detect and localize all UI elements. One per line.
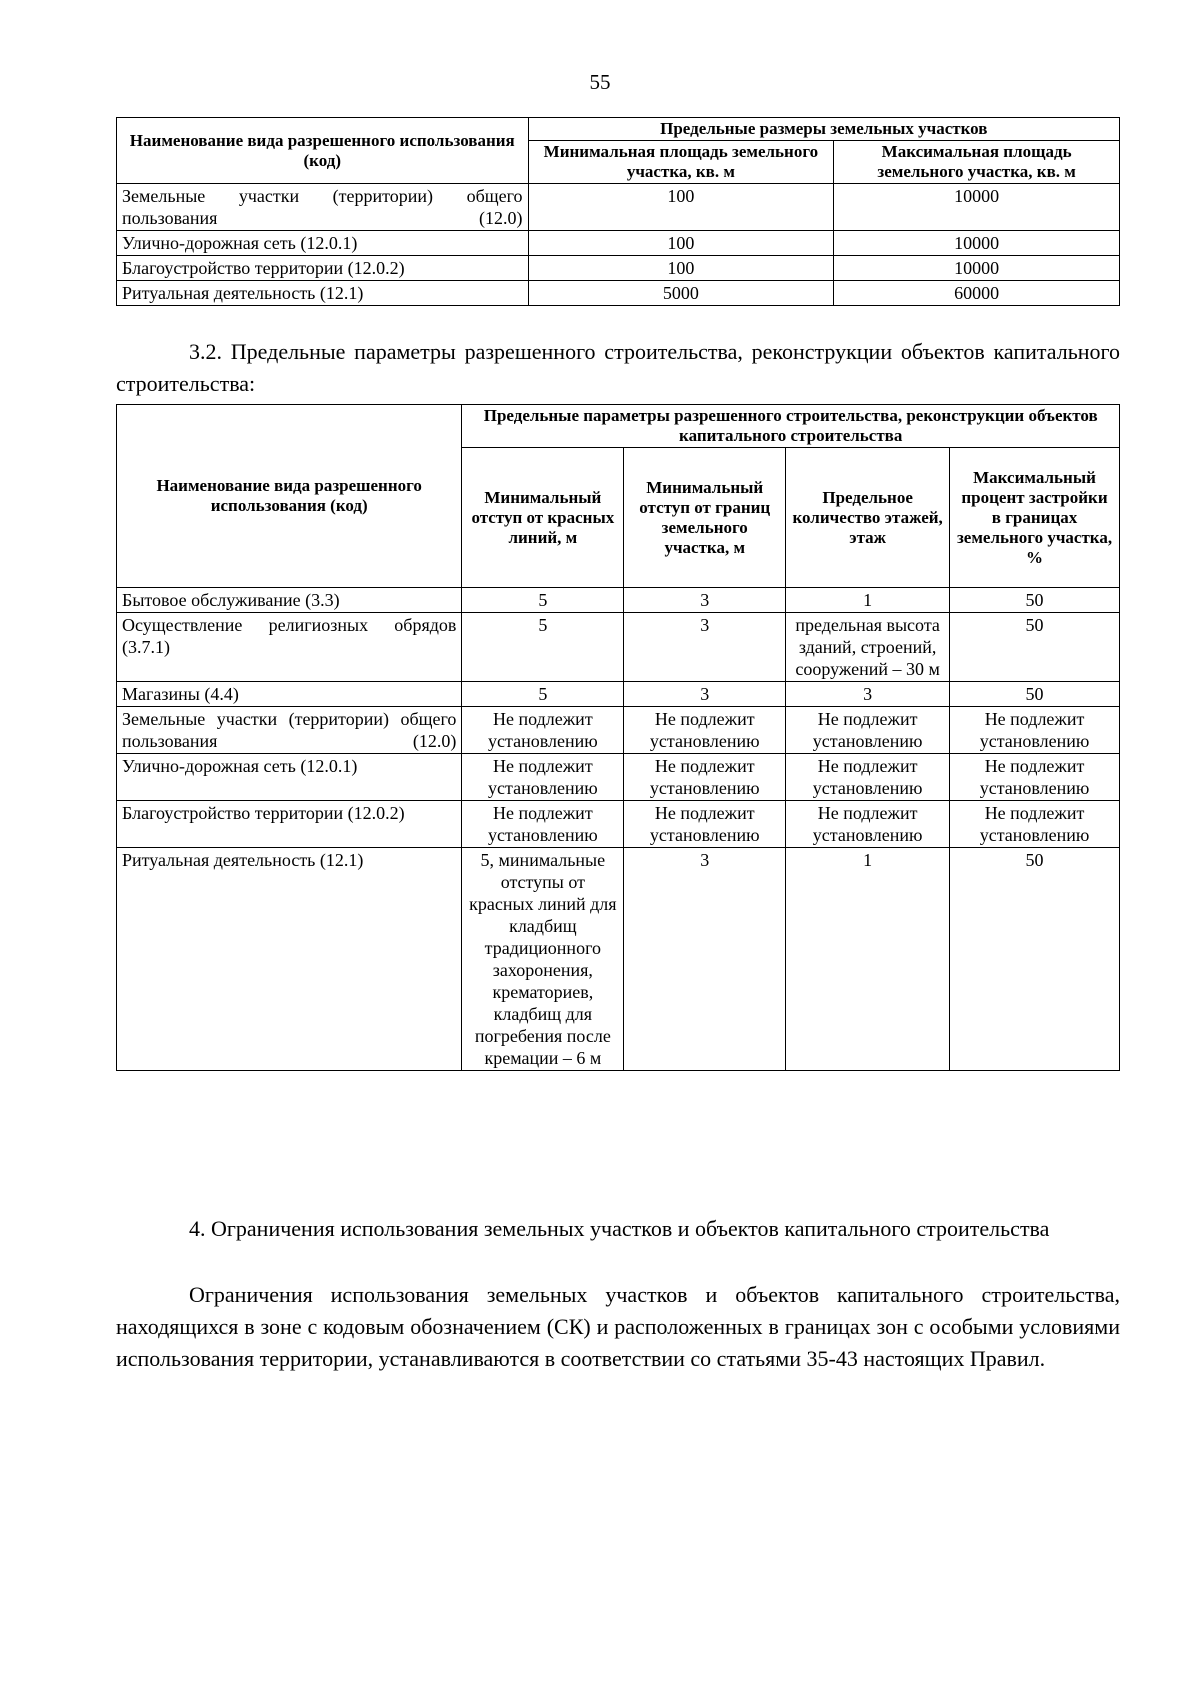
table2-cell: Не подлежит установлению [624, 754, 786, 801]
table-row [117, 801, 1120, 848]
section-4-heading: 4. Ограничения использования земельных участков и объектов капитального строительства [189, 1216, 1050, 1241]
table2-cell: 5, минимальные отступы от красных линий для кладбищ традиционного захоронения, крематориев, кладбищ для погребения после кремации – 6 м [462, 848, 624, 1071]
table2-cell: 50 [950, 613, 1120, 682]
table2-header-floors: Предельное количество этажей, этаж [786, 448, 950, 588]
table1-row-min: 100 [528, 184, 834, 231]
table2-cell: Не подлежит установлению [950, 707, 1120, 754]
table2-cell: Не подлежит установлению [462, 707, 624, 754]
table2-cell: Не подлежит установлению [786, 707, 950, 754]
table1-header-max: Максимальная площадь земельного участка, кв. м [834, 141, 1120, 184]
table2-cell: Не подлежит установлению [950, 754, 1120, 801]
table-row [117, 707, 1120, 754]
table-row [117, 281, 1120, 306]
table1-header-group: Предельные размеры земельных участков [528, 118, 1119, 141]
table2-header-min-boundary-offset: Минимальный отступ от границ земельного участка, м [624, 448, 786, 588]
table2-cell: 3 [624, 613, 786, 682]
table2-cell: 3 [624, 588, 786, 613]
table2-cell: 50 [950, 682, 1120, 707]
table-row [117, 231, 1120, 256]
table2-cell: 5 [462, 613, 624, 682]
table1-row-min: 100 [528, 231, 834, 256]
table-row [117, 754, 1120, 801]
table2-row-name: Земельные участки (территории) общего пользования (12.0) [117, 707, 462, 754]
table1-row-name: Благоустройство территории (12.0.2) [117, 256, 529, 281]
table2-cell: 3 [786, 682, 950, 707]
table2-cell: предельная высота зданий, строений, сооружений – 30 м [786, 613, 950, 682]
table2-cell: Не подлежит установлению [462, 801, 624, 848]
table2-cell: Не подлежит установлению [462, 754, 624, 801]
table1-row-max: 10000 [834, 256, 1120, 281]
table2-cell: 5 [462, 682, 624, 707]
table1-row-name: Земельные участки (территории) общего пользования (12.0) [117, 184, 529, 231]
table2-row-name: Магазины (4.4) [117, 682, 462, 707]
table2-row-name: Ритуальная деятельность (12.1) [117, 848, 462, 1071]
table-row [117, 256, 1120, 281]
table2-cell: 3 [624, 848, 786, 1071]
table1-header-min: Минимальная площадь земельного участка, кв. м [528, 141, 834, 184]
table1-row-max: 60000 [834, 281, 1120, 306]
table2-header-min-red-line-offset: Минимальный отступ от красных линий, м [462, 448, 624, 588]
table-row [117, 613, 1120, 682]
page-number: 55 [589, 70, 611, 94]
table2-header-max-coverage: Максимальный процент застройки в границах земельного участка, % [950, 448, 1120, 588]
table1-row-min: 5000 [528, 281, 834, 306]
table2-header-name: Наименование вида разрешенного использования (код) [117, 405, 462, 588]
table2-header-group: Предельные параметры разрешенного строительства, реконструкции объектов капитального строительства [462, 405, 1120, 448]
table2-row-name: Благоустройство территории (12.0.2) [117, 801, 462, 848]
table2-row-name: Осуществление религиозных обрядов (3.7.1) [117, 613, 462, 682]
table1-row-name: Улично-дорожная сеть (12.0.1) [117, 231, 529, 256]
table2-cell: 50 [950, 848, 1120, 1071]
table2-cell: Не подлежит установлению [624, 707, 786, 754]
table2-cell: 1 [786, 588, 950, 613]
table2-row-name: Бытовое обслуживание (3.3) [117, 588, 462, 613]
table2-cell: Не подлежит установлению [950, 801, 1120, 848]
table1-row-name: Ритуальная деятельность (12.1) [117, 281, 529, 306]
table1-row-min: 100 [528, 256, 834, 281]
construction-parameters-table [116, 404, 1120, 1071]
table2-cell: 3 [624, 682, 786, 707]
table2-row-name: Улично-дорожная сеть (12.0.1) [117, 754, 462, 801]
land-plot-size-table [116, 117, 1120, 306]
table2-cell: Не подлежит установлению [786, 801, 950, 848]
table2-cell: Не подлежит установлению [786, 754, 950, 801]
table1-row-max: 10000 [834, 184, 1120, 231]
section-3-2-heading: 3.2. Предельные параметры разрешенного строительства, реконструкции объектов капитального строительства: [116, 339, 1120, 396]
table-row [117, 184, 1120, 231]
table1-row-max: 10000 [834, 231, 1120, 256]
table2-cell: 5 [462, 588, 624, 613]
table2-cell: Не подлежит установлению [624, 801, 786, 848]
table-row [117, 682, 1120, 707]
table2-cell: 1 [786, 848, 950, 1071]
section-4-paragraph: Ограничения использования земельных участков и объектов капитального строительства, находящихся в зоне с кодовым обозначением (СК) и расположенных в границах зон с особыми условиями использования территории, устанавливаются в соответствии со статьями 35-43 настоящих Правил. [116, 1282, 1120, 1371]
table1-header-name: Наименование вида разрешенного использования (код) [117, 118, 529, 184]
table-row [117, 588, 1120, 613]
table2-cell: 50 [950, 588, 1120, 613]
table-row [117, 848, 1120, 1071]
